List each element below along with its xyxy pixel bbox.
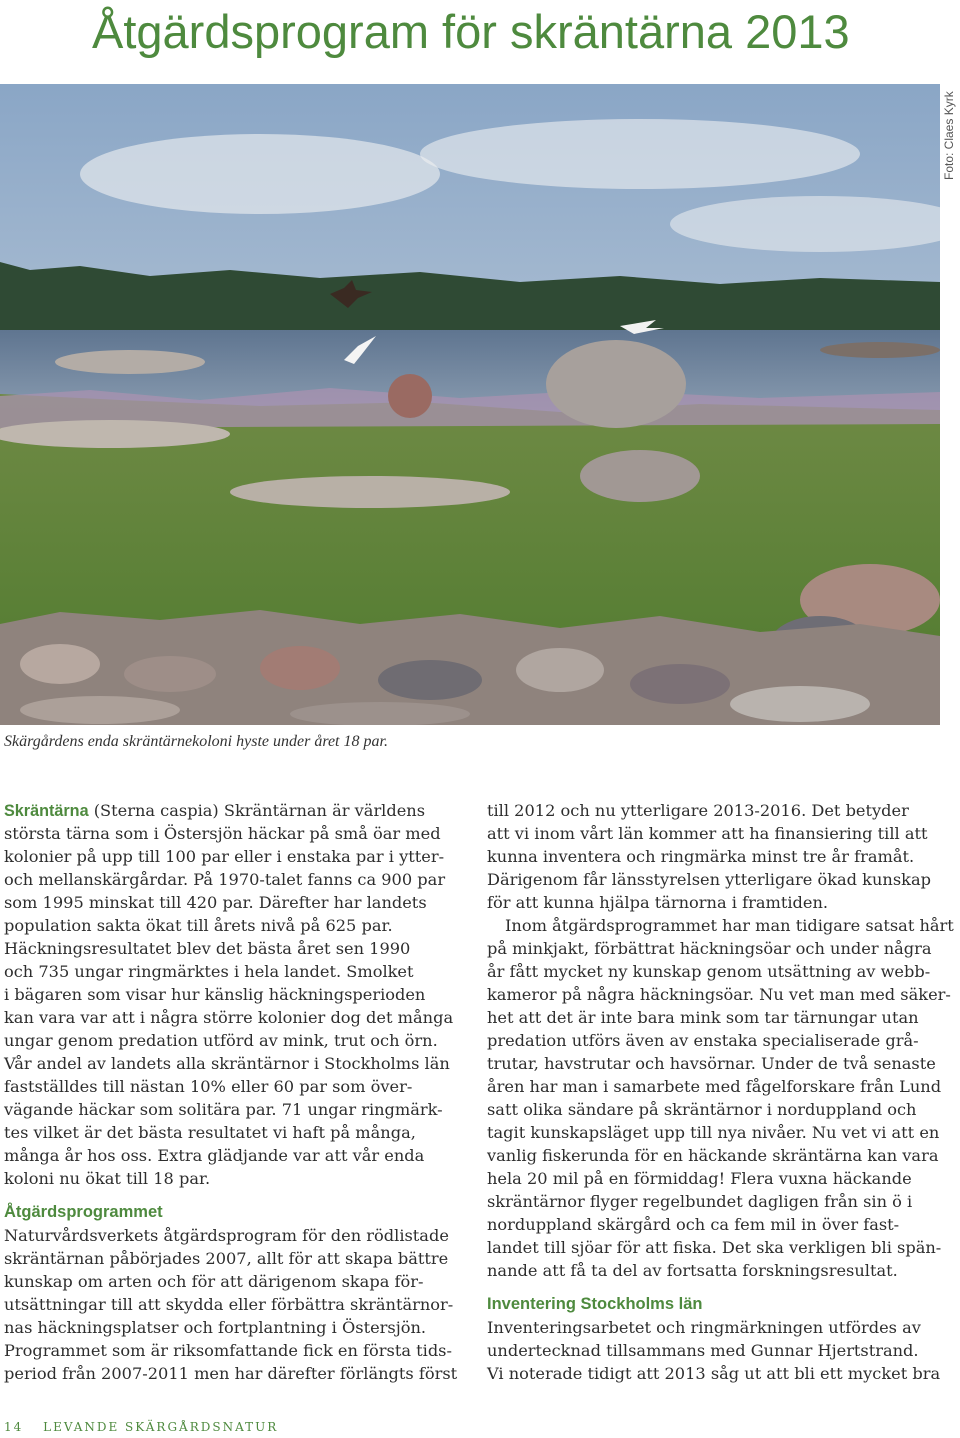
page-footer xyxy=(4,1420,278,1434)
colony-photo xyxy=(0,84,940,725)
paragraph-line: som 1995 minskat till 420 par. Därefter har landets xyxy=(4,893,427,912)
paragraph-line: vanlig fiskerunda för en häckande skräntärna kan vara xyxy=(487,1146,939,1165)
paragraph-line: kan vara var att i några större kolonier dog det många xyxy=(4,1008,454,1027)
paragraph-line: på minkjakt, förbättrat häckningsöar och under några xyxy=(487,939,932,958)
paragraph-line: het att det är inte bara mink som tar tärnungar utan xyxy=(487,1008,919,1027)
paragraph-line: skräntärnor flyger regelbundet dagligen från sin ö i xyxy=(487,1192,913,1211)
paragraph-line: Vår andel av landets alla skräntärnor i Stockholms län xyxy=(4,1054,450,1073)
paragraph-line: tes vilket är det bästa resultatet vi haft på många, xyxy=(4,1123,416,1142)
paragraph-line: Skräntärna (Sterna caspia) Skräntärnan är världens xyxy=(4,801,426,820)
paragraph-line: i bägaren som visar hur känslig häckningsperioden xyxy=(4,985,426,1004)
paragraph-line: skräntärnan påbörjades 2007, allt för att skapa bättre xyxy=(4,1249,449,1268)
paragraph-line: till 2012 och nu ytterligare 2013-2016. Det betyder xyxy=(487,801,909,820)
page-number: 14 xyxy=(4,1420,24,1434)
left-column xyxy=(4,799,462,1385)
paragraph-line: period från 2007-2011 men har därefter förlängts först xyxy=(4,1364,458,1383)
paragraph-line: och 735 ungar ringmärktes i hela landet. Smolket xyxy=(4,962,414,981)
paragraph-line: största tärna som i Östersjön häckar på små öar med xyxy=(4,824,441,843)
publication-name: LEVANDE SKÄRGÅRDSNATUR xyxy=(43,1420,279,1434)
paragraph-line: landet till sjöar för att fiska. Det ska verkligen bli spän- xyxy=(487,1238,942,1257)
section-gap xyxy=(487,1282,939,1293)
paragraph-line: Häckningsresultatet blev det bästa året sen 1990 xyxy=(4,939,411,958)
paragraph-line: utsättningar till att skydda eller förbättra skräntärnor- xyxy=(4,1295,454,1314)
paragraph-line: Vi noterade tidigt att 2013 såg ut att bli ett mycket bra xyxy=(487,1364,941,1383)
paragraph-line: predation utförs även av enstaka specialiserade grå- xyxy=(487,1031,919,1050)
paragraph-line: Därigenom får länsstyrelsen ytterligare ökad kunskap xyxy=(487,870,931,889)
paragraph-line: hela 20 mil på en förmiddag! Flera vuxna häckande xyxy=(487,1169,912,1188)
paragraph-line: Inom åtgärdsprogrammet har man tidigare satsat hårt xyxy=(505,916,954,935)
paragraph-line: Naturvårdsverkets åtgärdsprogram för den rödlistade xyxy=(4,1226,449,1245)
paragraph-line: kolonier på upp till 100 par eller i enstaka par i ytter- xyxy=(4,847,445,866)
page-title: Åtgärdsprogram för skräntärna 2013 xyxy=(92,5,850,58)
right-column xyxy=(487,799,954,1385)
paragraph-line: vägande häckar som solitära par. 71 ungar ringmärk- xyxy=(4,1100,443,1119)
paragraph-line: tagit kunskapsläget upp till nya nivåer. Nu vet vi att en xyxy=(487,1123,940,1142)
section-heading-atgardsprogrammet: Åtgärdsprogrammet xyxy=(4,1203,163,1221)
paragraph-line: Programmet som är riksomfattande fick en första tids- xyxy=(4,1341,452,1360)
paragraph-line: nande att få ta del av fortsatta forskningsresultat. xyxy=(487,1261,898,1280)
paragraph-line: att vi inom vårt län kommer att ha finansiering till att xyxy=(487,824,928,843)
paragraph-line: kunna inventera och ringmärka minst tre år framåt. xyxy=(487,847,915,866)
paragraph-line: satt olika sändare på skräntärnor i norduppland och xyxy=(487,1100,917,1119)
paragraph-line: år fått mycket ny kunskap genom utsättning av webb- xyxy=(487,962,931,981)
paragraph-line: nas häckningsplatser och fortplantning i Östersjön. xyxy=(4,1318,427,1337)
paragraph-line: koloni nu ökat till 18 par. xyxy=(4,1169,211,1188)
species-lead-word: Skräntärna xyxy=(4,802,89,820)
paragraph-line: norduppland skärgård och ca fem mil in över fast- xyxy=(487,1215,900,1234)
paragraph-line: och mellanskärgårdar. På 1970-talet fanns ca 900 par xyxy=(4,870,446,889)
section-gap xyxy=(4,1190,462,1201)
paragraph-line: kameror på några häckningsöar. Nu vet man med säker- xyxy=(487,985,951,1004)
photo-caption: Skärgårdens enda skräntärnekoloni hyste under året 18 par. xyxy=(4,733,388,750)
paragraph-line: Inventeringsarbetet och ringmärkningen utfördes av xyxy=(487,1318,921,1337)
paragraph-line: fastställdes till nästan 10% eller 60 par som över- xyxy=(4,1077,413,1096)
section-heading-inventering: Inventering Stockholms län xyxy=(487,1295,703,1313)
paragraph-line: kunskap om arten och för att därigenom skapa för- xyxy=(4,1272,424,1291)
paragraph-line: för att kunna hjälpa tärnorna i framtiden. xyxy=(487,893,829,912)
paragraph-line: trutar, havstrutar och havsörnar. Under de två senaste xyxy=(487,1054,936,1073)
paragraph-line: population sakta ökat till årets nivå på 625 par. xyxy=(4,916,393,935)
paragraph-line: många år hos oss. Extra glädjande var att vår enda xyxy=(4,1146,425,1165)
paragraph-line: åren har man i samarbete med fågelforskare från Lund xyxy=(487,1077,942,1096)
paragraph-line: undertecknad tillsammans med Gunnar Hjertstrand. xyxy=(487,1341,919,1360)
paragraph-line: ungar genom predation utförd av mink, trut och örn. xyxy=(4,1031,438,1050)
